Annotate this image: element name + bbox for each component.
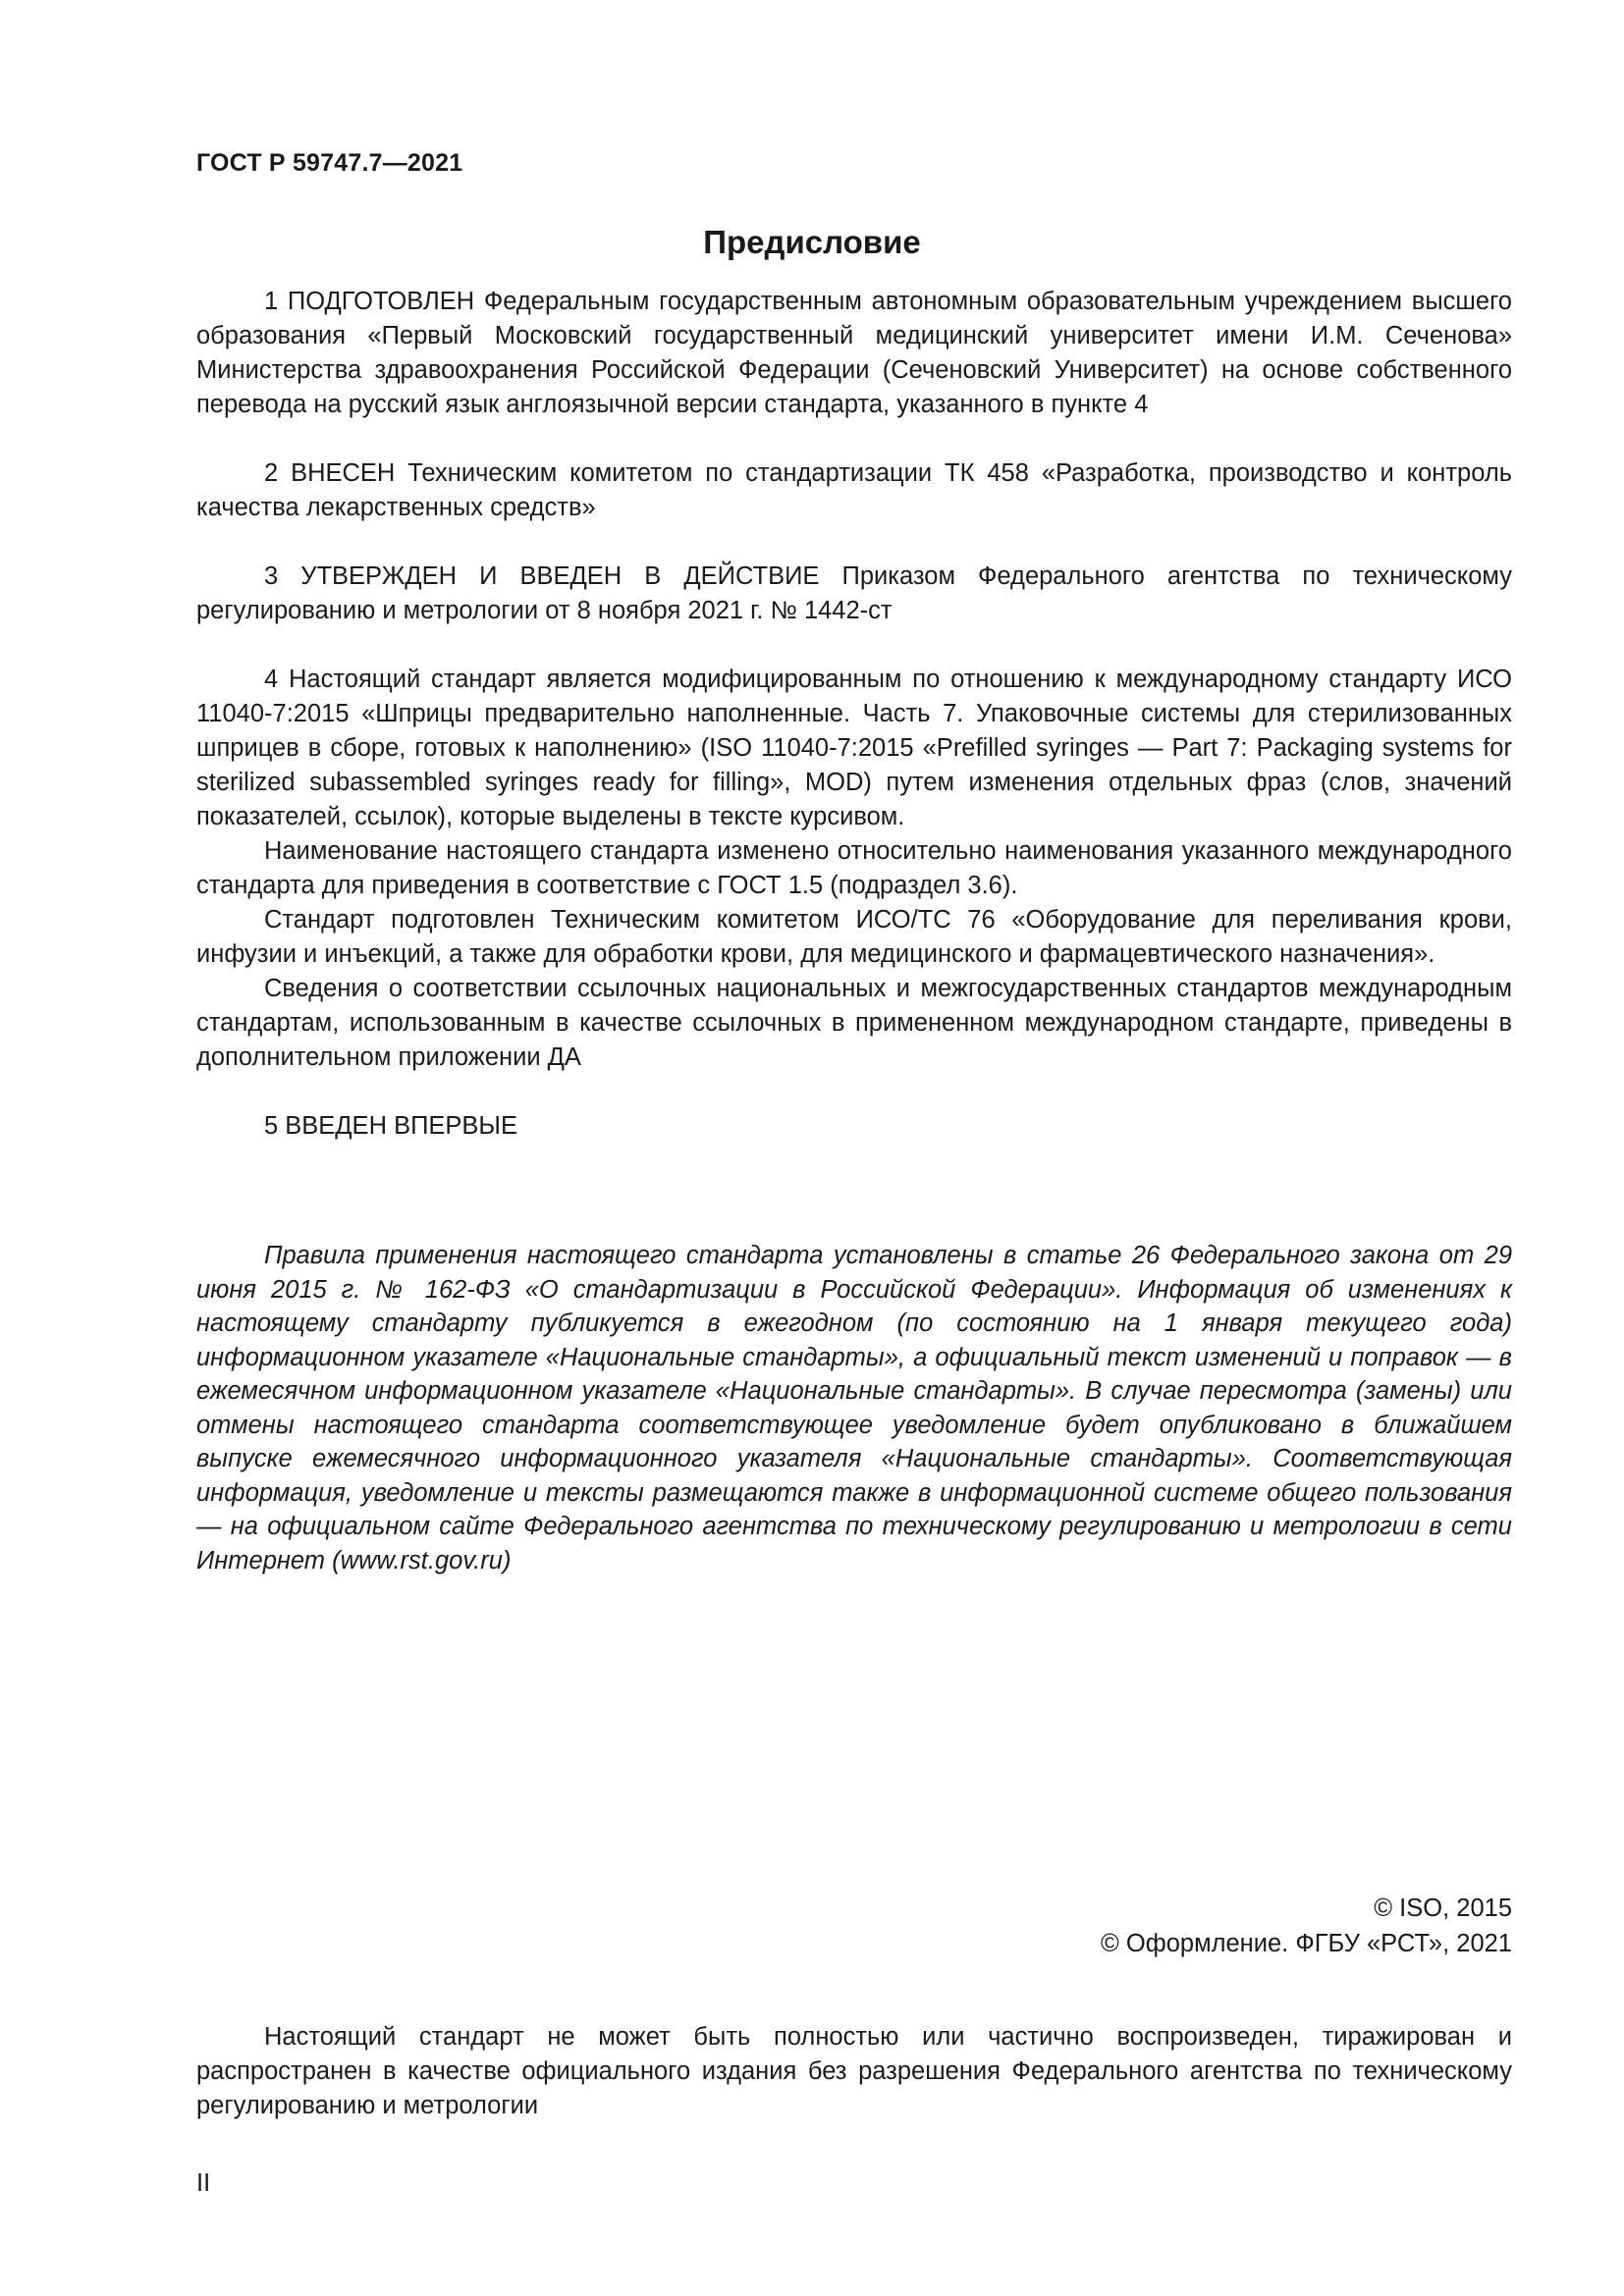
item-2: 2 ВНЕСЕН Техническим комитетом по стандартизации ТК 458 «Разработка, производство и контроль качества лекарственных средств» — [196, 459, 1512, 521]
item-4-paragraph-2: Наименование настоящего стандарта изменено относительно наименования указанного международного стандарта для приведения в соответствие с ГОСТ 1.5 (подраздел 3.6). — [196, 837, 1512, 899]
page-title: Предисловие — [703, 224, 921, 260]
copyright-iso: © ISO, 2015 — [1374, 1895, 1512, 1922]
page-number: II — [196, 2169, 211, 2197]
application-rules-text: Правила применения настоящего стандарта установлены в статье 26 Федерального закона от 29 июня 2015 г. № 162-ФЗ «О стандартизации в Российской Федерации». Информация об изменениях к настоящему стандарту публикуется в ежегодном (по состоянию на 1 января текущего года) информационном указателе «Национальные стандарты», а официальный текст изменений и поправок — в ежемесячном информационном указателе «Национальные стандарты». В случае пересмотра (замены) или отмены настоящего стандарта соответствующее уведомление будет опубликовано в ближайшем выпуске ежемесячного информационного указателя «Национальные стандарты». Соответствующая информация, уведомление и тексты размещаются также в информационной системе общего пользования — на официальном сайте Федерального агентства по техническому регулированию и метрологии в сети Интернет (www.rst.gov.ru) — [196, 1242, 1512, 1575]
item-5: 5 ВВЕДЕН ВПЕРВЫЕ — [264, 1112, 518, 1140]
item-4-paragraph-3: Стандарт подготовлен Техническим комитетом ИСО/ТС 76 «Оборудование для переливания крови, инфузии и инъекций, а также для обработки крови, для медицинского и фармацевтического назначения». — [196, 906, 1512, 968]
copyright-design: © Оформление. ФГБУ «РСТ», 2021 — [1101, 1930, 1512, 1957]
item-4-paragraph-1: 4 Настоящий стандарт является модифицированным по отношению к международному стандарту ИСО 11040-7:2015 «Шприцы предварительно наполненные. Часть 7. Упаковочные системы для стерилизованных шприцев в сборе, готовых к наполнению» (ISO 11040-7:2015 «Prefilled syringes — Part 7: Packaging systems for sterilized subassembled syringes ready for filling», MOD) путем изменения отдельных фраз (слов, значений показателей, ссылок), которые выделены в тексте курсивом. — [196, 666, 1512, 830]
item-4-paragraph-4: Сведения о соответствии ссылочных национальных и межгосударственных стандартов международным стандартам, использованным в качестве ссылочных в примененном международном стандарте, приведены в дополнительном приложении ДА — [196, 975, 1512, 1071]
copyright-block — [1101, 1891, 1512, 1961]
reproduction-notice: Настоящий стандарт не может быть полностью или частично воспроизведен, тиражирован и распространен в качестве официального издания без разрешения Федерального агентства по техническому регулированию и метрологии — [196, 2023, 1512, 2119]
item-3: 3 УТВЕРЖДЕН И ВВЕДЕН В ДЕЙСТВИЕ Приказом Федерального агентства по техническому регулированию и метрологии от 8 ноября 2021 г. № 1442-ст — [196, 562, 1512, 624]
foreword-content — [196, 285, 1512, 1144]
item-1: 1 ПОДГОТОВЛЕН Федеральным государственным автономным образовательным учреждением высшего образования «Первый Московский государственный медицинский университет имени И.М. Сеченова» Министерства здравоохранения Российской Федерации (Сеченовский Университет) на основе собственного перевода на русский язык англоязычной версии стандарта, указанного в пункте 4 — [196, 288, 1512, 418]
standard-code: ГОСТ Р 59747.7—2021 — [196, 149, 463, 177]
